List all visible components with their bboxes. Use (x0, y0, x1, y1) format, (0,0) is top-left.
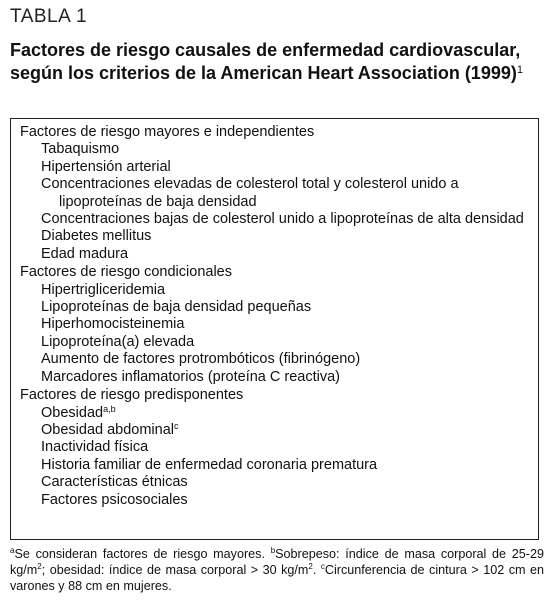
factor-item-text: Características étnicas (41, 474, 188, 491)
table-label: TABLA 1 (10, 6, 88, 27)
table-title (10, 39, 530, 85)
factor-item (41, 299, 530, 316)
factor-group (20, 387, 530, 509)
footnote-b-text-2: ; obesidad: índice de masa corporal > 30 kg/m (41, 563, 309, 577)
footnote-c-text: Circunferencia de cintura > 102 cm en varones y 88 cm en mujeres. (10, 563, 544, 593)
footnote-mark-a: a (10, 546, 15, 555)
table-title-text: Factores de riesgo causales de enfermedad cardiovascular, según los criterios de la American Heart Association (1999) (10, 40, 521, 83)
factor-item-text: Aumento de factores protrombóticos (fibrinógeno) (41, 351, 361, 368)
group-heading: Factores de riesgo condicionales (20, 264, 232, 281)
factor-item (41, 474, 530, 491)
factor-group (20, 124, 530, 263)
factor-item-text: Tabaquismo (41, 141, 120, 158)
factor-group (20, 264, 530, 386)
factor-item (41, 159, 530, 176)
factor-item (41, 334, 530, 351)
factor-item (41, 211, 530, 228)
factor-item (41, 246, 530, 263)
factor-item-text: Concentraciones bajas de colesterol unido a lipoproteínas de alta densidad (41, 211, 524, 228)
factor-item-text: Inactividad física (41, 439, 149, 456)
factor-item-text: Obesidad (41, 404, 104, 421)
factor-item (41, 439, 530, 456)
factor-item-note-mark: c (174, 420, 179, 431)
factor-item-text: Concentraciones elevadas de colesterol total y colesterol unido a lipoproteínas de baja densidad (41, 176, 459, 210)
title-reference: 1 (516, 64, 523, 76)
factor-item (41, 141, 530, 158)
factor-item-text: Historia familiar de enfermedad coronaria prematura (41, 456, 378, 473)
factor-item-text: Lipoproteínas de baja densidad pequeñas (41, 299, 312, 316)
risk-factor-table (10, 118, 539, 540)
factor-item-text: Factores psicosociales (41, 491, 188, 508)
group-heading: Factores de riesgo mayores e independientes (20, 124, 315, 140)
table-footnote (10, 546, 544, 594)
factor-item (41, 492, 530, 509)
factor-item (41, 176, 530, 211)
factor-item (41, 351, 530, 368)
footnote-mark-b: b (270, 546, 276, 555)
factor-item (41, 282, 530, 299)
factor-item (41, 422, 530, 439)
footnote-b-exponent-2: 2 (308, 562, 313, 571)
footnote-b-text-3: . (312, 563, 321, 577)
factor-item-text: Hiperhomocisteinemia (41, 316, 185, 333)
factor-item-text: Diabetes mellitus (41, 228, 152, 245)
footnote-a-text: Se consideran factores de riesgo mayores. (14, 547, 271, 561)
factor-item-text: Obesidad abdominal (41, 421, 175, 438)
factor-item-text: Marcadores inflamatorios (proteína C reactiva) (41, 368, 340, 385)
factor-item-text: Edad madura (41, 245, 129, 262)
group-heading: Factores de riesgo predisponentes (20, 387, 244, 404)
factor-item (41, 228, 530, 245)
factor-item-text: Hipertensión arterial (41, 158, 171, 175)
factor-item (41, 316, 530, 333)
factor-item (41, 369, 530, 386)
factor-item-note-mark: a,b (103, 403, 116, 414)
footnote-b-text: Sobrepeso: índice de masa corporal de 25-29 kg/m (10, 547, 544, 577)
factor-item-text: Lipoproteína(a) elevada (41, 333, 195, 350)
footnote-b-exponent: 2 (37, 562, 42, 571)
factor-item-text: Hipertrigliceridemia (41, 281, 166, 298)
footnote-mark-c: c (320, 562, 325, 571)
factor-item (41, 405, 530, 422)
factor-item (41, 457, 530, 474)
table-body (20, 124, 530, 510)
